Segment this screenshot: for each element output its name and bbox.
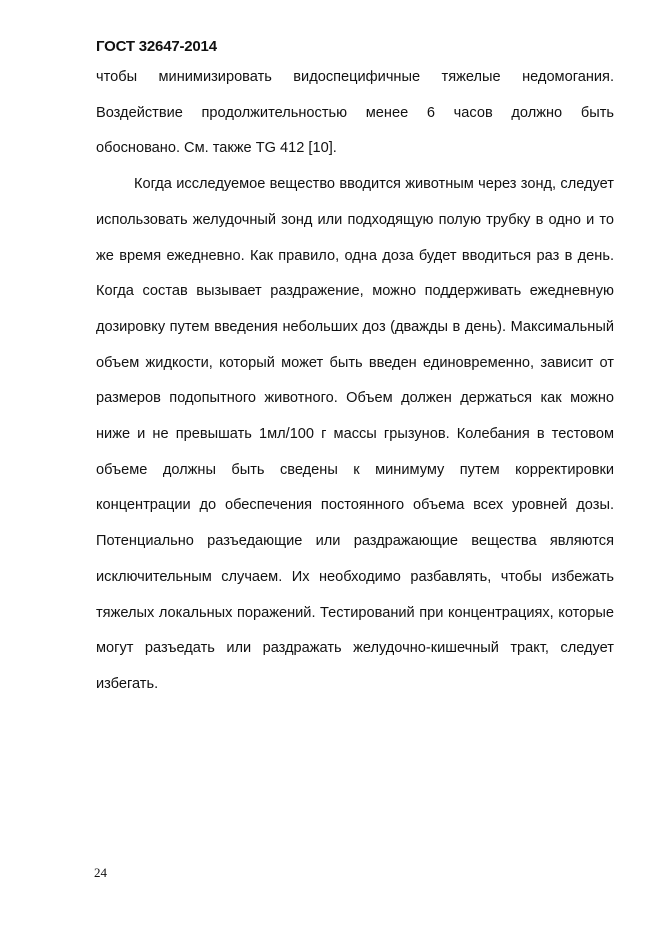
paragraph-continuation: чтобы минимизировать видоспецифичные тяжелые недомогания. Воздействие продолжительностью менее 6 часов должно быть обосновано. См. также TG 412 [10]. [96, 69, 614, 157]
body-text [96, 60, 614, 703]
standard-code-header: ГОСТ 32647-2014 [96, 38, 217, 55]
paragraph-gavage: Когда исследуемое вещество вводится животным через зонд, следует использовать желудочный зонд или подходящую полую трубку в одно и то же время ежедневно. Как правило, одна доза будет вводиться раз в день. Когда состав вызывает раздражение, можно поддерживать ежедневную дозировку путем введения небольших доз (дважды в день). Максимальный объем жидкости, который может быть введен единовременно, зависит от размеров подопытного животного. Объем должен держаться как можно ниже и не превышать 1мл/100 г массы грызунов. Колебания в тестовом объеме должны быть сведены к минимуму путем корректировки концентрации до обеспечения постоянного объема всех уровней дозы. Потенциально разъедающие или раздражающие вещества являются исключительным случаем. Их необходимо разбавлять, чтобы избежать тяжелых локальных поражений. Тестирований при концентрациях, которые могут разъедать или раздражать желудочно-кишечный тракт, следует избегать. [96, 176, 614, 692]
page-number: 24 [94, 865, 107, 880]
